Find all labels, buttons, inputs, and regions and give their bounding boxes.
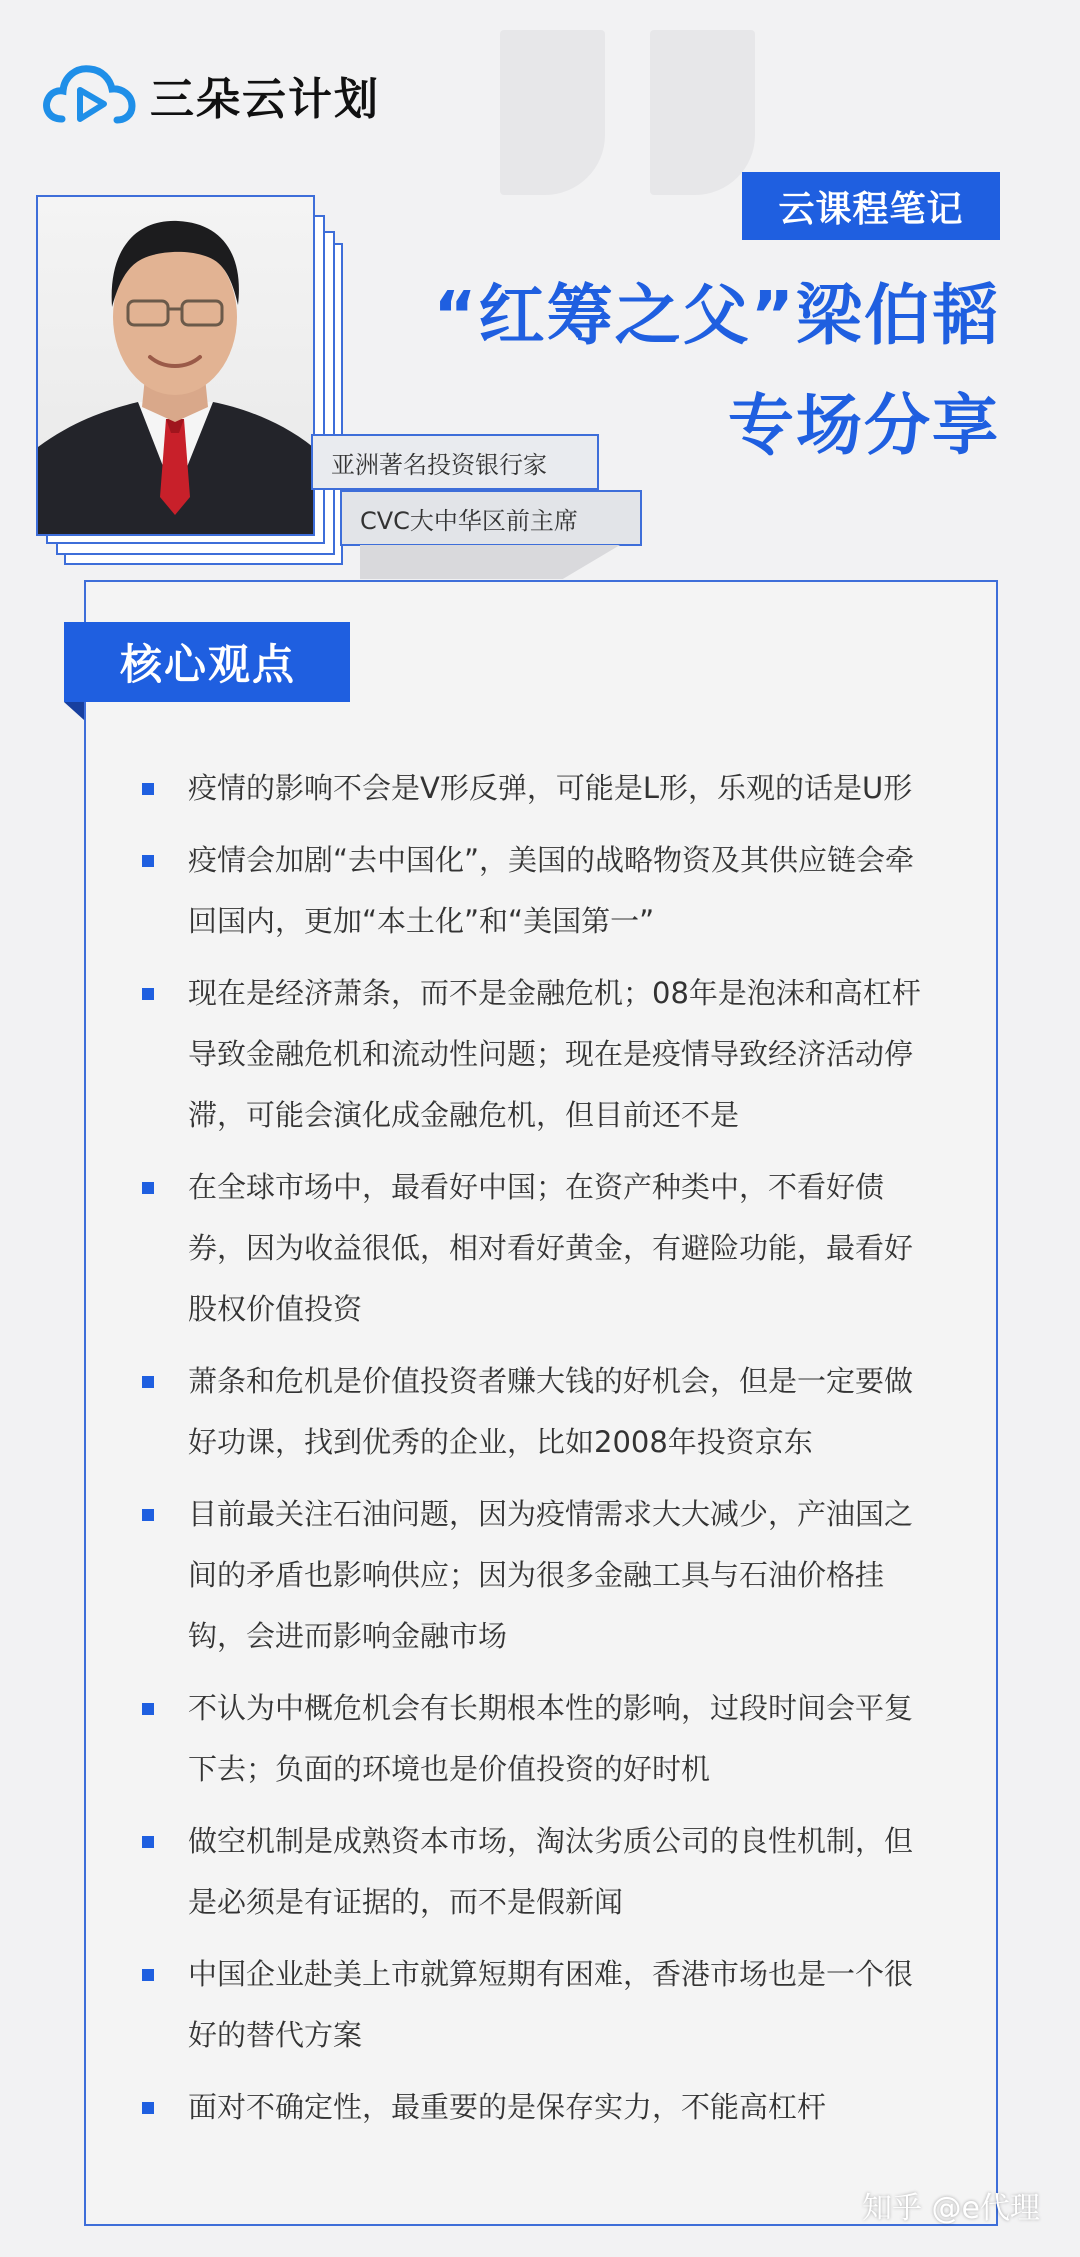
speaker-tag-title xyxy=(311,434,599,490)
list-item xyxy=(140,830,940,952)
bullet-square-icon xyxy=(142,1969,154,1981)
bullet-square-icon xyxy=(142,783,154,795)
tag-shadow xyxy=(360,545,620,579)
brand-name: 三朵云计划 xyxy=(150,73,380,125)
list-item-text: 面对不确定性，最重要的是保存实力，不能高杠杆 xyxy=(188,2090,827,2124)
list-item xyxy=(140,963,940,1146)
key-points-list xyxy=(140,758,940,2149)
bullet-square-icon xyxy=(142,988,154,1000)
bullet-square-icon xyxy=(142,1376,154,1388)
course-notes-badge: 云课程笔记 xyxy=(742,172,1000,240)
watermark: 知乎 @e代理 xyxy=(862,2191,1040,2226)
headline-line-1: “红筹之父”梁伯韬 xyxy=(433,277,1000,354)
quote-mark-right xyxy=(650,30,755,195)
bullet-square-icon xyxy=(142,855,154,867)
list-item-text: 疫情会加剧“去中国化”，美国的战略物资及其供应链会牵回国内，更加“本土化”和“美国第一” xyxy=(188,843,915,938)
bullet-square-icon xyxy=(142,2102,154,2114)
speaker-tag-text: 亚洲著名投资银行家 xyxy=(331,450,547,479)
section-badge-fold xyxy=(64,702,84,720)
bullet-square-icon xyxy=(142,1509,154,1521)
list-item xyxy=(140,1944,940,2066)
speaker-photo xyxy=(36,195,315,536)
list-item xyxy=(140,2077,940,2138)
list-item xyxy=(140,758,940,819)
list-item-text: 萧条和危机是价值投资者赚大钱的好机会，但是一定要做好功课，找到优秀的企业，比如2008年投资京东 xyxy=(188,1364,914,1459)
list-item xyxy=(140,1484,940,1667)
bullet-square-icon xyxy=(142,1182,154,1194)
list-item-text: 不认为中概危机会有长期根本性的影响，过段时间会平复下去；负面的环境也是价值投资的好时机 xyxy=(188,1691,914,1786)
list-item-text: 中国企业赴美上市就算短期有困难，香港市场也是一个很好的替代方案 xyxy=(188,1957,914,2052)
bullet-square-icon xyxy=(142,1703,154,1715)
quote-mark-left xyxy=(500,30,605,195)
bullet-square-icon xyxy=(142,1836,154,1848)
headline-line-2: 专场分享 xyxy=(728,387,1000,464)
list-item xyxy=(140,1351,940,1473)
list-item-text: 现在是经济萧条，而不是金融危机；08年是泡沫和高杠杆导致金融危机和流动性问题；现在是疫情导致经济活动停滞，可能会演化成金融危机，但目前还不是 xyxy=(188,976,921,1132)
speaker-tag-role xyxy=(340,490,642,546)
speaker-tag-text: CVC大中华区前主席 xyxy=(360,506,578,535)
brand-logo xyxy=(40,52,380,137)
list-item-text: 疫情的影响不会是V形反弹，可能是L形，乐观的话是U形 xyxy=(188,771,913,805)
list-item-text: 在全球市场中，最看好中国；在资产种类中，不看好债券，因为收益很低，相对看好黄金，有避险功能，最看好股权价值投资 xyxy=(188,1170,914,1326)
cloud-play-icon xyxy=(40,57,138,132)
list-item-text: 做空机制是成熟资本市场，淘汰劣质公司的良性机制，但是必须是有证据的，而不是假新闻 xyxy=(188,1824,914,1919)
list-item-text: 目前最关注石油问题，因为疫情需求大大减少，产油国之间的矛盾也影响供应；因为很多金融工具与石油价格挂钩，会进而影响金融市场 xyxy=(188,1497,914,1653)
section-title: 核心观点 xyxy=(64,622,350,702)
list-item xyxy=(140,1811,940,1933)
list-item xyxy=(140,1678,940,1800)
list-item xyxy=(140,1157,940,1340)
speaker-portrait-image xyxy=(38,197,313,534)
